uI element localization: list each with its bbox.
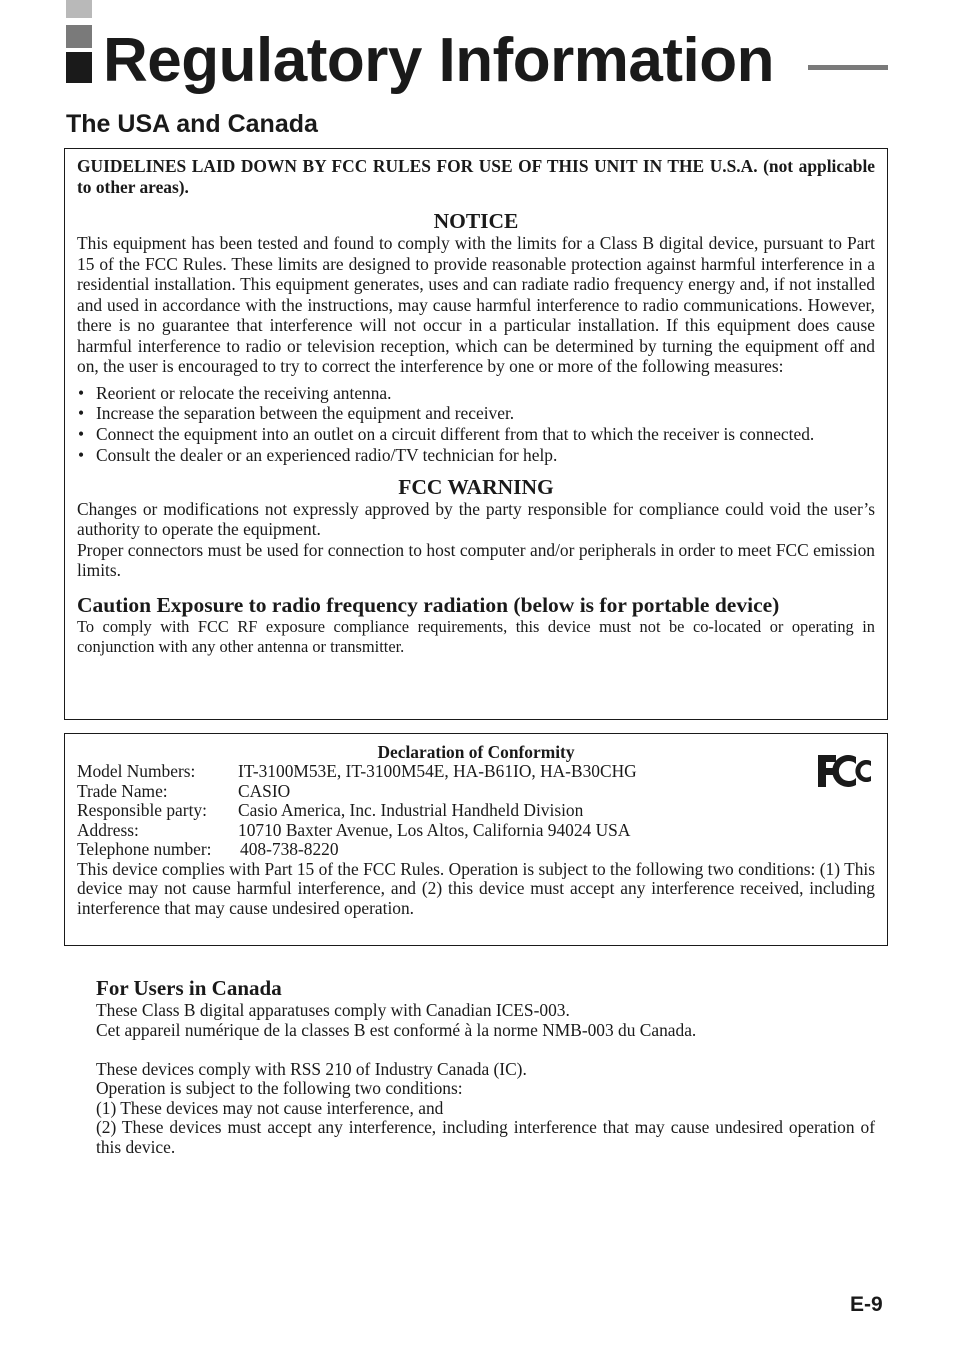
header-square-mid xyxy=(66,25,92,48)
canada-line: Cet appareil numérique de la classes B est conformé à la norme NMB-003 du Canada. xyxy=(96,1019,697,1040)
canada-line: (2) These devices must accept any interference, including interference that may cause undesired operation of this device. xyxy=(96,1117,875,1157)
list-item: • Connect the equipment into an outlet on a circuit different from that to which the receiver is connected. xyxy=(77,424,875,445)
fcc-guideline: GUIDELINES LAID DOWN BY FCC RULES FOR USE OF THIS UNIT IN THE U.S.A. (not applicable to other areas). xyxy=(77,156,875,197)
fcc-logo-icon xyxy=(816,751,874,791)
canada-line: Operation is subject to the following two conditions: xyxy=(96,1078,463,1098)
measures-list xyxy=(77,383,875,466)
declaration-value: CASIO xyxy=(238,780,291,801)
caution-text: To comply with FCC RF exposure compliance requirements, this device must not be co-located or operating in conjunction with any other antenna or transmitter. xyxy=(77,616,875,657)
declaration-row-address xyxy=(77,821,875,841)
notice-heading: NOTICE xyxy=(433,209,519,233)
header-square-dark xyxy=(66,52,92,83)
header-square-light xyxy=(66,0,92,18)
declaration-label: Model Numbers: xyxy=(77,761,196,781)
section-heading: The USA and Canada xyxy=(66,110,318,138)
title-rule xyxy=(808,65,888,70)
declaration-label: Trade Name: xyxy=(77,780,168,801)
declaration-label: Address: xyxy=(77,819,139,840)
spacer xyxy=(96,1040,875,1060)
declaration-row-model xyxy=(77,762,875,782)
declaration-value: 408-738-8220 xyxy=(240,839,339,859)
declaration-row-trade-name xyxy=(77,782,875,802)
fcc-warning-heading: FCC WARNING xyxy=(398,474,554,499)
fcc-warning-text-2: Proper connectors must be used for connection to host computer and/or peripherals in order to meet FCC emission limits. xyxy=(77,539,875,581)
declaration-value: 10710 Baxter Avenue, Los Altos, California 94024 USA xyxy=(238,819,631,840)
page-title: Regulatory Information xyxy=(103,26,775,95)
declaration-box xyxy=(64,733,888,946)
notice-text: This equipment has been tested and found to comply with the limits for a Class B digital device, pursuant to Part 15 of the FCC Rules. These limits are designed to provide reasonable protection against harmful interference in a residential installation. This equipment generates, uses and can radiate radio frequency energy and, if not installed and used in accordance with the instructions, may cause harmful interference to radio communications. However, there is no guarantee that interference will not occur in a particular installation. If this equipment does cause harmful interference to radio or television reception, which can be determined by turning the equipment off and on, the user is encouraged to try to correct the interference by one or more of the following measures: xyxy=(77,233,875,376)
canada-line: (1) These devices may not cause interference, and xyxy=(96,1097,444,1118)
declaration-label: Responsible party: xyxy=(77,800,207,820)
caution-heading: Caution Exposure to radio frequency radiation (below is for portable device) xyxy=(77,592,780,617)
compliance-text: This device complies with Part 15 of the FCC Rules. Operation is subject to the following two conditions: (1) This device may not cause harmful interference, and (2) this device must accept any interference received, including interference that may cause undesired operation. xyxy=(77,858,875,918)
list-item: • Increase the separation between the equipment and receiver. xyxy=(77,403,875,424)
fcc-rules-box xyxy=(64,148,888,720)
list-item: • Consult the dealer or an experienced radio/TV technician for help. xyxy=(77,445,875,466)
canada-heading: For Users in Canada xyxy=(96,976,282,1000)
page-number: E-9 xyxy=(850,1293,883,1316)
declaration-value: Casio America, Inc. Industrial Handheld Division xyxy=(238,800,584,820)
declaration-title: Declaration of Conformity xyxy=(377,742,575,762)
canada-line: These Class B digital apparatuses comply with Canadian ICES-003. xyxy=(96,1000,570,1020)
list-item: • Reorient or relocate the receiving antenna. xyxy=(77,383,875,404)
declaration-value: IT-3100M53E, IT-3100M54E, HA-B61IO, HA-B30CHG xyxy=(238,761,637,781)
canada-line: These devices comply with RSS 210 of Industry Canada (IC). xyxy=(96,1058,527,1079)
declaration-label: Telephone number: xyxy=(77,839,212,859)
canada-section xyxy=(96,976,875,1157)
declaration-row-telephone xyxy=(77,840,875,860)
declaration-row-responsible-party xyxy=(77,801,875,821)
fcc-warning-text-1: Changes or modifications not expressly approved by the party responsible for compliance could void the user’s authority to operate the equipment. xyxy=(77,498,875,540)
